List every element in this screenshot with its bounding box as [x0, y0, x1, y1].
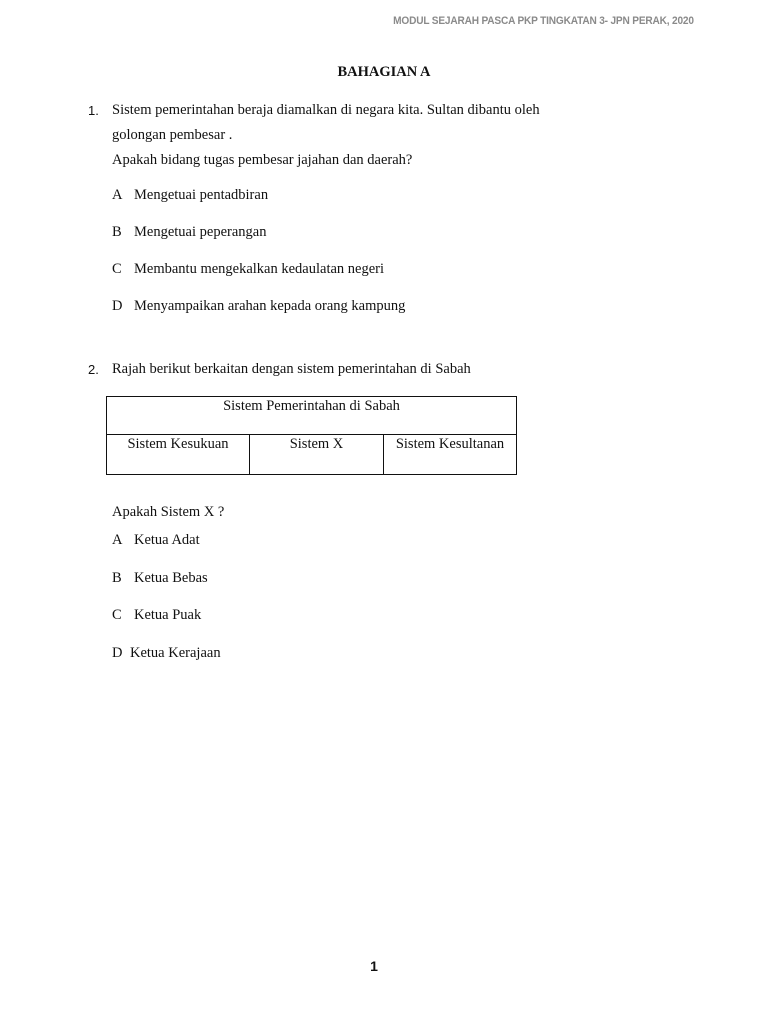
option-text: Ketua Bebas: [134, 570, 208, 586]
question-1-option-b[interactable]: [112, 222, 266, 242]
question-1-number: 1.: [88, 103, 99, 118]
page-header: MODUL SEJARAH PASCA PKP TINGKATAN 3- JPN PERAK, 2020: [393, 15, 694, 27]
question-2-option-c[interactable]: [112, 605, 201, 625]
question-1-option-a[interactable]: [112, 185, 268, 205]
option-letter: D: [112, 645, 123, 661]
section-title: BAHAGIAN A: [337, 64, 431, 80]
option-letter: C: [112, 261, 122, 277]
option-letter: B: [112, 224, 122, 240]
question-2-option-b[interactable]: [112, 568, 208, 588]
diagram-title: Sistem Pemerintahan di Sabah: [107, 397, 517, 435]
question-1-option-c[interactable]: [112, 259, 384, 279]
option-text: Ketua Kerajaan: [130, 645, 221, 661]
question-1-stem-line-1: Sistem pemerintahan beraja diamalkan di negara kita. Sultan dibantu oleh: [112, 102, 540, 118]
question-2-option-a[interactable]: [112, 530, 200, 550]
diagram-cell-kesukuan: Sistem Kesukuan: [107, 435, 250, 475]
option-letter: C: [112, 607, 122, 623]
option-letter: A: [112, 187, 123, 203]
page-number: 1: [370, 958, 378, 974]
option-letter: B: [112, 570, 122, 586]
question-2-number: 2.: [88, 362, 99, 377]
question-2-prompt: Apakah Sistem X ?: [112, 504, 225, 520]
option-text: Ketua Adat: [134, 532, 200, 548]
diagram-cell-kesultanan: Sistem Kesultanan: [384, 435, 517, 475]
question-1-stem-line-3: Apakah bidang tugas pembesar jajahan dan daerah?: [112, 152, 413, 168]
option-letter: D: [112, 298, 123, 314]
option-letter: A: [112, 532, 123, 548]
question-1-option-d[interactable]: [112, 296, 405, 316]
option-text: Ketua Puak: [134, 607, 202, 623]
question-2-option-d[interactable]: [112, 643, 221, 663]
question-1-stem-line-2: golongan pembesar .: [112, 127, 233, 143]
option-text: Mengetuai peperangan: [134, 224, 267, 240]
sabah-government-diagram: [106, 396, 517, 475]
option-text: Mengetuai pentadbiran: [134, 187, 269, 203]
option-text: Membantu mengekalkan kedaulatan negeri: [134, 261, 385, 277]
question-2-stem-line-1: Rajah berikut berkaitan dengan sistem pemerintahan di Sabah: [112, 361, 471, 377]
diagram-cell-sistem-x: Sistem X: [250, 435, 384, 475]
option-text: Menyampaikan arahan kepada orang kampung: [134, 298, 406, 314]
